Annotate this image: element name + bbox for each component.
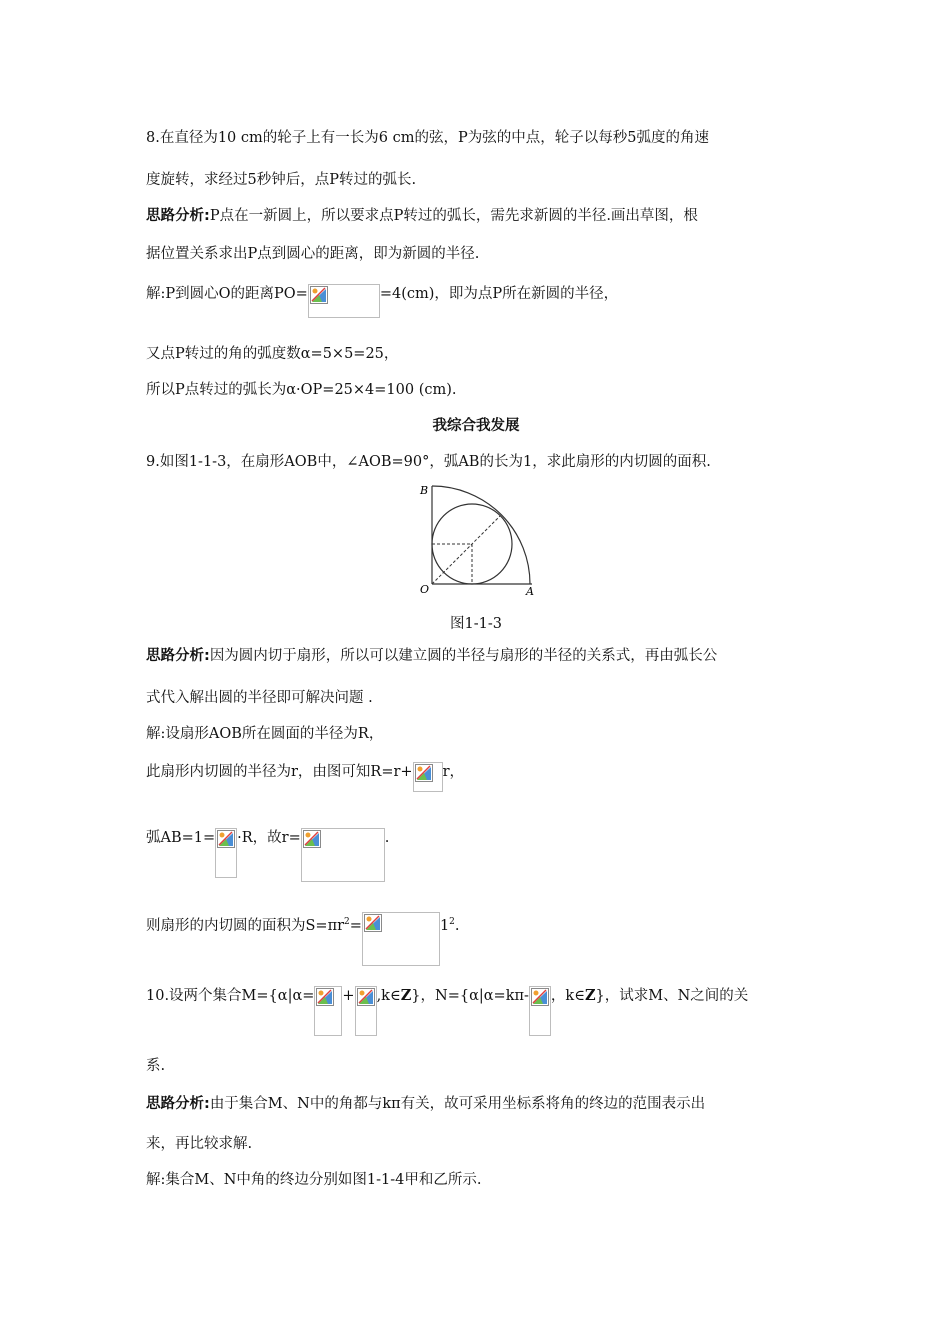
solution-text: . (384, 830, 390, 846)
solution-text: 弧AB=1= (146, 830, 216, 846)
p9-solution-line4 (146, 912, 460, 966)
formula-image (355, 986, 377, 1036)
question-text: + (342, 988, 355, 1004)
solution-text: = (349, 917, 362, 934)
p8-analysis-line2: 据位置关系求出P点到圆心的距离，即为新圆的半径. (146, 246, 480, 262)
broken-image-icon (364, 914, 382, 932)
p8-solution-line1 (146, 284, 618, 318)
set-Z: Z (584, 987, 596, 1004)
analysis-label: 思路分析: (146, 648, 210, 664)
figure-sector (414, 478, 536, 600)
solution-text: 则扇形的内切圆的面积为S=πr (146, 917, 345, 934)
formula-image (529, 986, 551, 1036)
analysis-text: 由于集合M、N中的角都与kπ有关，故可采用坐标系将角的终边的范围表示出 (209, 1096, 706, 1112)
p8-solution-line2: 又点P转过的角的弧度数α=5×5=25， (146, 346, 399, 362)
p8-analysis-line1 (146, 206, 698, 226)
broken-image-icon (310, 286, 328, 304)
p9-analysis-line1 (146, 646, 717, 666)
solution-text: 解:P到圆心O的距离PO= (146, 286, 308, 302)
broken-image-icon (217, 830, 235, 848)
broken-image-icon (531, 988, 549, 1006)
solution-text: r， (442, 764, 465, 780)
broken-image-icon (415, 764, 433, 782)
solution-text: ·R，故r= (237, 830, 301, 846)
p9-solution-line3 (146, 828, 389, 882)
p8-solution-line3: 所以P点转过的弧长为α·OP=25×4=100 (cm). (146, 382, 457, 398)
solution-text: 1 (439, 917, 450, 934)
set-Z: Z (400, 987, 412, 1004)
p9-analysis-line2: 式代入解出圆的半径即可解决问题 . (146, 690, 373, 706)
analysis-label: 思路分析: (146, 208, 210, 224)
question-text: ，k∈ (550, 988, 585, 1004)
p10-question-line1 (146, 986, 748, 1036)
broken-image-icon (303, 830, 321, 848)
analysis-text: 因为圆内切于扇形，所以可以建立圆的半径与扇形的半径的关系式，再由弧长公 (209, 648, 718, 664)
analysis-text: P点在一新圆上，所以要求点P转过的弧长，需先求新圆的半径.画出草图，根 (209, 208, 698, 224)
p9-question-line1: 9.如图1-1-3，在扇形AOB中，∠AOB=90°，弧AB的长为1，求此扇形的内切圆的面积. (146, 454, 711, 470)
p8-question-line1: 8.在直径为10 cm的轮子上有一长为6 cm的弦，P为弦的中点，轮子以每秒5弧度的角速 (146, 130, 709, 146)
section-title: 我综合我发展 (432, 418, 520, 434)
question-text: ,k∈ (376, 988, 401, 1004)
formula-image (215, 828, 237, 878)
p10-solution-line1: 解:集合M、N中角的终边分别如图1-1-4甲和乙所示. (146, 1172, 482, 1188)
analysis-label: 思路分析: (146, 1096, 210, 1112)
formula-image (413, 762, 443, 792)
label-B: B (420, 484, 429, 497)
p10-analysis-line1 (146, 1094, 705, 1114)
question-text: 10.设两个集合M={α|α= (146, 988, 315, 1004)
label-A: A (526, 585, 534, 598)
superscript: 2 (344, 917, 350, 927)
broken-image-icon (357, 988, 375, 1006)
solution-text: . (454, 917, 460, 934)
solution-text: 此扇形内切圆的半径为r，由图可知R=r+ (146, 764, 413, 780)
formula-image (301, 828, 385, 882)
label-O: O (420, 583, 430, 596)
formula-image (362, 912, 440, 966)
p10-question-line2: 系. (146, 1058, 166, 1074)
p9-solution-line1: 解:设扇形AOB所在圆面的半径为R， (146, 726, 384, 742)
question-text: }，N={α|α=kπ- (411, 988, 529, 1004)
p8-question-line2: 度旋转，求经过5秒钟后，点P转过的弧长. (146, 172, 417, 188)
p10-analysis-line2: 来，再比较求解. (146, 1136, 253, 1152)
formula-image (314, 986, 342, 1036)
formula-image (308, 284, 380, 318)
p9-solution-line2 (146, 762, 464, 792)
figure-caption: 图1-1-3 (450, 616, 502, 632)
question-text: }，试求M、N之间的关 (595, 988, 749, 1004)
solution-text: =4(cm)，即为点P所在新圆的半径， (379, 286, 619, 302)
superscript: 2 (449, 917, 455, 927)
broken-image-icon (316, 988, 334, 1006)
